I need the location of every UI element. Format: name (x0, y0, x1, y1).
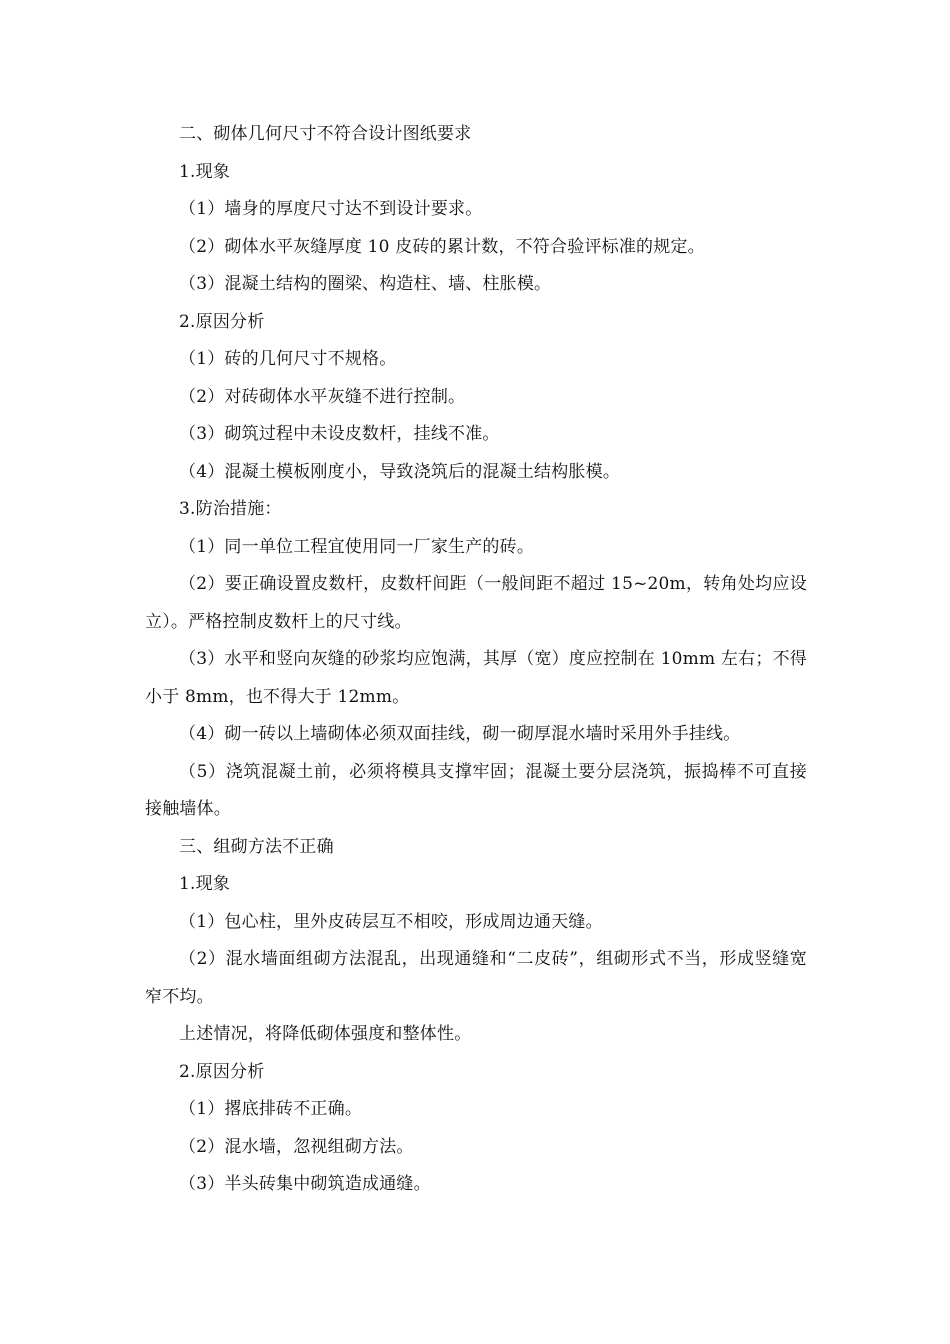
document-body (145, 116, 807, 1204)
summary-paragraph: 上述情况，将降低砌体强度和整体性。 (179, 1024, 472, 1044)
list-item: （4）混凝土模板刚度小，导致浇筑后的混凝土结构胀模。 (179, 461, 621, 482)
list-item: （2）混水墙面组砌方法混乱，出现通缝和“二皮砖”，组砌形式不当，形成竖缝宽窄不均。 (145, 949, 807, 1007)
list-item: （2）对砖砌体水平灰缝不进行控制。 (179, 386, 466, 407)
list-item: （2）混水墙，忽视组砌方法。 (179, 1136, 414, 1157)
list-item: （1）包心柱，里外皮砖层互不相咬，形成周边通天缝。 (179, 911, 603, 932)
list-item: （1）同一单位工程宜使用同一厂家生产的砖。 (179, 536, 535, 557)
subheading-cause-analysis: 2.原因分析 (179, 311, 265, 332)
list-item: （5）浇筑混凝土前，必须将模具支撑牢固；混凝土要分层浇筑，振捣棒不可直接接触墙体。 (145, 761, 807, 819)
list-item: （3）半头砖集中砌筑造成通缝。 (179, 1174, 431, 1194)
list-item: （2）砌体水平灰缝厚度 10 皮砖的累计数，不符合验评标准的规定。 (179, 236, 705, 257)
list-item: （1）砖的几何尺寸不规格。 (179, 349, 397, 369)
subheading-phenomenon: 1.现象 (179, 161, 231, 182)
section-heading-3: 三、组砌方法不正确 (179, 836, 334, 857)
list-item: （1）墙身的厚度尺寸达不到设计要求。 (179, 199, 483, 219)
list-item: （1）撂底排砖不正确。 (179, 1099, 363, 1119)
subheading-cause-analysis: 2.原因分析 (179, 1061, 265, 1082)
section-heading-2: 二、砌体几何尺寸不符合设计图纸要求 (179, 124, 472, 144)
list-item: （3）砌筑过程中未设皮数杆，挂线不准。 (179, 424, 500, 444)
list-item: （2）要正确设置皮数杆，皮数杆间距（一般间距不超过 15~20m，转角处均应设立）。严格控制皮数杆上的尺寸线。 (145, 574, 807, 632)
subheading-prevention: 3.防治措施： (179, 499, 282, 519)
list-item: （3）混凝土结构的圈梁、构造柱、墙、柱胀模。 (179, 274, 552, 294)
list-item: （3）水平和竖向灰缝的砂浆均应饱满，其厚（宽）度应控制在 10mm 左右；不得小于 8mm，也不得大于 12mm。 (145, 649, 807, 707)
list-item: （4）砌一砖以上墙砌体必须双面挂线，砌一砌厚混水墙时采用外手挂线。 (179, 724, 741, 744)
subheading-phenomenon: 1.现象 (179, 874, 231, 894)
